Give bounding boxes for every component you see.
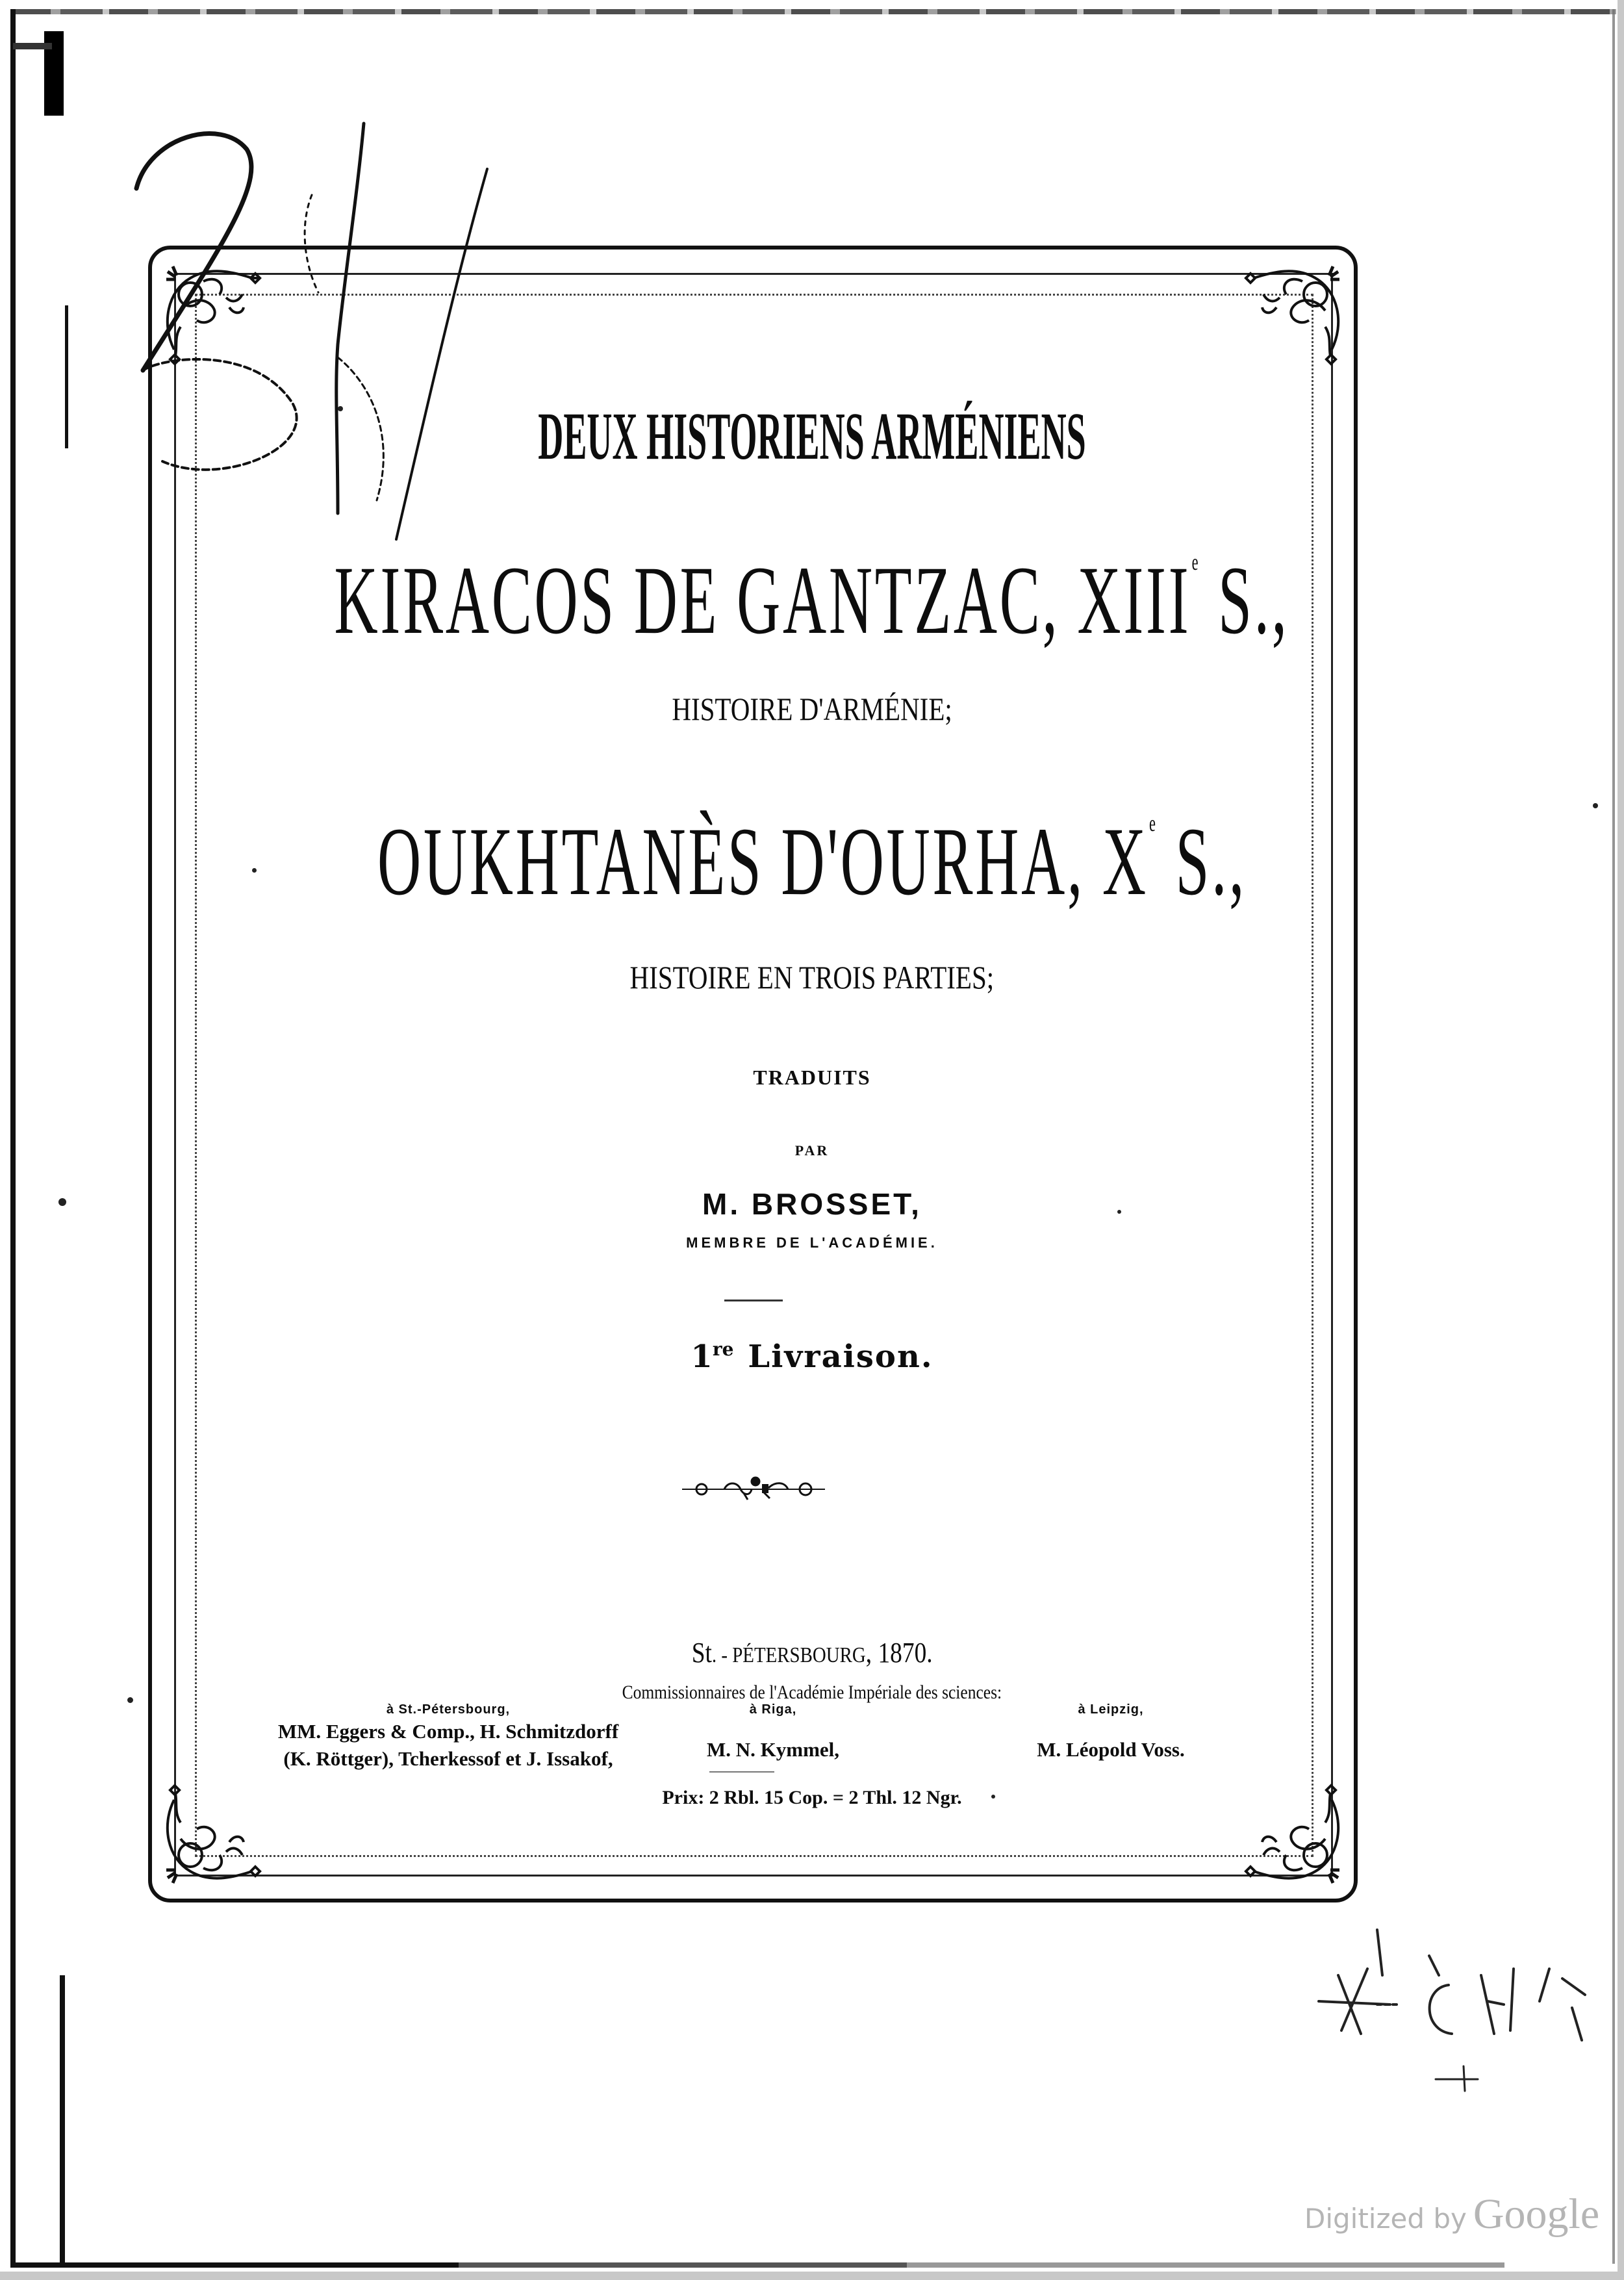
scan-speck — [338, 406, 343, 411]
imprint-place-year — [0, 1636, 1624, 1669]
page-edge-top — [12, 9, 1616, 14]
seller-names-line: MM. Eggers & Comp., H. Schmitzdorff — [277, 1720, 619, 1743]
scan-speck — [991, 1795, 995, 1799]
seller-riga — [676, 1702, 870, 1763]
scan-speck — [252, 868, 257, 873]
scan-speck — [58, 1198, 66, 1206]
handwritten-note-icon — [1306, 1923, 1611, 2092]
work2-author: OUKHTANÈS D'OURHA, — [377, 808, 1085, 916]
work2-century-abbrev: S., — [1175, 808, 1247, 916]
issue-line — [0, 1339, 1624, 1375]
translator-name: M. BROSSET, — [702, 1187, 922, 1221]
work1-century-abbrev: S., — [1218, 546, 1290, 654]
issue-suffix: re — [712, 1339, 734, 1360]
work2-century: X — [1102, 808, 1148, 916]
digitized-by-watermark — [1304, 2190, 1599, 2239]
seller-names-line: M. Léopold Voss. — [1037, 1738, 1185, 1761]
work1-century-suffix: e — [1192, 549, 1201, 575]
work1-century: XIII — [1077, 546, 1191, 654]
series-title: DEUX HISTORIENS ARMÉNIENS — [538, 399, 1086, 474]
divider-rule — [724, 1300, 783, 1301]
imprint-year: , 1870. — [865, 1637, 933, 1669]
corner-ornament-icon — [155, 252, 272, 369]
work1-author-line — [0, 544, 1624, 656]
scan-speck — [1117, 1210, 1121, 1214]
imprint-place: . - PÉTERSBOURG — [711, 1643, 866, 1667]
page-edge-left-inner — [60, 1975, 65, 2268]
scan-speck — [1593, 803, 1598, 808]
price-line: Prix: 2 Rbl. 15 Cop. = 2 Thl. 12 Ngr. — [662, 1787, 962, 1808]
by-label: PAR — [794, 1142, 830, 1159]
translated-label: TRADUITS — [753, 1066, 871, 1089]
seller-names-line: (K. Röttger), Tcherkessof et J. Issakof, — [283, 1747, 613, 1770]
seller-names-line: M. N. Kymmel, — [706, 1738, 840, 1761]
divider-rule-small — [709, 1771, 774, 1773]
seller-leipzig — [1000, 1702, 1221, 1763]
work1-subtitle: HISTOIRE D'ARMÉNIE; — [672, 691, 952, 727]
scan-gutter-right — [1618, 0, 1624, 2280]
imprint-commissioners: Commissionnaires de l'Académie Impériale des sciences: — [622, 1682, 1002, 1703]
binding-mark-top — [13, 43, 52, 49]
seller-city: à Leipzig, — [1078, 1702, 1144, 1717]
corner-ornament-icon — [1234, 252, 1351, 369]
work2-subtitle: HISTOIRE EN TROIS PARTIES; — [629, 959, 995, 995]
seller-city: à St.-Pétersbourg, — [386, 1702, 511, 1717]
work2-author-line — [0, 806, 1624, 917]
issue-word: Livraison. — [748, 1339, 933, 1375]
issue-number: 1 — [691, 1339, 713, 1375]
work2-century-suffix: e — [1149, 810, 1158, 836]
seller-st-petersburg — [227, 1702, 669, 1772]
translator-title: MEMBRE DE L'ACADÉMIE. — [686, 1235, 938, 1251]
watermark-prefix: Digitized by — [1304, 2203, 1467, 2235]
seller-city: à Riga, — [749, 1702, 797, 1717]
page-edge-right — [1612, 9, 1615, 2264]
page-edge-left — [10, 9, 16, 2267]
watermark-brand: Google — [1473, 2190, 1600, 2238]
work1-author: KIRACOS DE GANTZAC, — [334, 546, 1060, 654]
fleuron-ornament-icon — [679, 1475, 828, 1501]
scan-gutter-bottom — [0, 2272, 1624, 2280]
imprint-place-prefix: St — [691, 1637, 712, 1669]
page-edge-bottom — [10, 2262, 1504, 2268]
scan-speck — [127, 1697, 133, 1703]
